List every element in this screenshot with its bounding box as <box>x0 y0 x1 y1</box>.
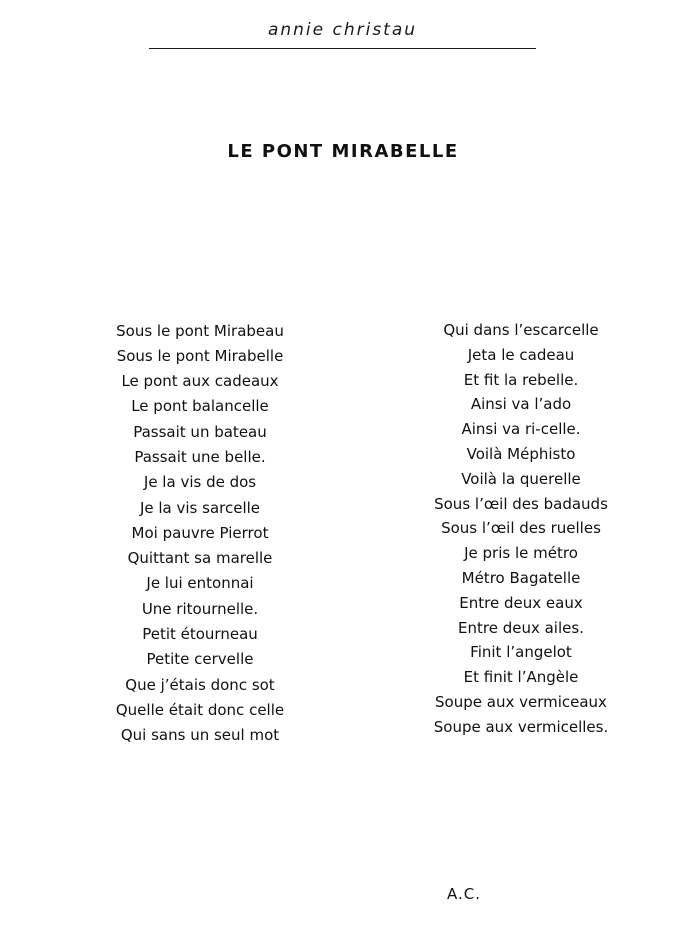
verse-line: Quelle était donc celle <box>115 700 285 719</box>
verse-line: Finit l’angelot <box>470 643 572 662</box>
poem-right-column <box>421 318 621 740</box>
verse-line: Quittant sa marelle <box>127 549 273 568</box>
verse-line: Soupe aux vermiceaux <box>435 692 607 711</box>
poem-title: LE PONT MIRABELLE <box>227 141 459 162</box>
verse-line: Passait un bateau <box>133 422 267 441</box>
verse-line: Petite cervelle <box>146 650 254 669</box>
verse-line: Ainsi va ri-celle. <box>461 420 581 439</box>
verse-line: Je la vis de dos <box>143 473 257 492</box>
poem-left-column <box>100 318 300 748</box>
page-header <box>149 18 536 49</box>
verse-line: Qui sans un seul mot <box>120 726 280 745</box>
verse-line: Voilà Méphisto <box>466 444 576 463</box>
verse-line: Et finit l’Angèle <box>463 668 579 687</box>
verse-line: Moi pauvre Pierrot <box>131 523 269 542</box>
verse-line: Je lui entonnai <box>146 574 254 593</box>
verse-line: Je pris le métro <box>464 544 578 563</box>
verse-line: Le pont aux cadeaux <box>121 372 279 391</box>
verse-line: Jeta le cadeau <box>467 345 575 364</box>
verse-line: Sous le pont Mirabeau <box>116 321 284 340</box>
verse-line: Passait une belle. <box>134 447 266 466</box>
verse-line: Entre deux ailes. <box>458 618 584 637</box>
verse-line: Entre deux eaux <box>459 593 583 612</box>
signature: A.C. <box>446 885 481 903</box>
verse-line: Le pont balancelle <box>131 397 269 416</box>
verse-line: Petit étourneau <box>142 625 258 644</box>
verse-line: Je la vis sarcelle <box>139 498 261 517</box>
verse-line: Sous l’œil des badauds <box>434 494 608 513</box>
verse-line: Et fit la rebelle. <box>463 370 579 389</box>
verse-line: Que j’étais donc sot <box>125 675 275 694</box>
author-name: annie christau <box>267 20 418 40</box>
verse-line: Voilà la querelle <box>461 469 581 488</box>
verse-line: Ainsi va l’ado <box>470 395 572 414</box>
verse-line: Sous le pont Mirabelle <box>116 346 284 365</box>
verse-line: Une ritournelle. <box>141 599 259 618</box>
verse-line: Métro Bagatelle <box>461 568 581 587</box>
verse-line: Sous l’œil des ruelles <box>441 519 601 538</box>
verse-line: Qui dans l’escarcelle <box>443 321 599 339</box>
verse-line: Soupe aux vermicelles. <box>433 717 609 736</box>
